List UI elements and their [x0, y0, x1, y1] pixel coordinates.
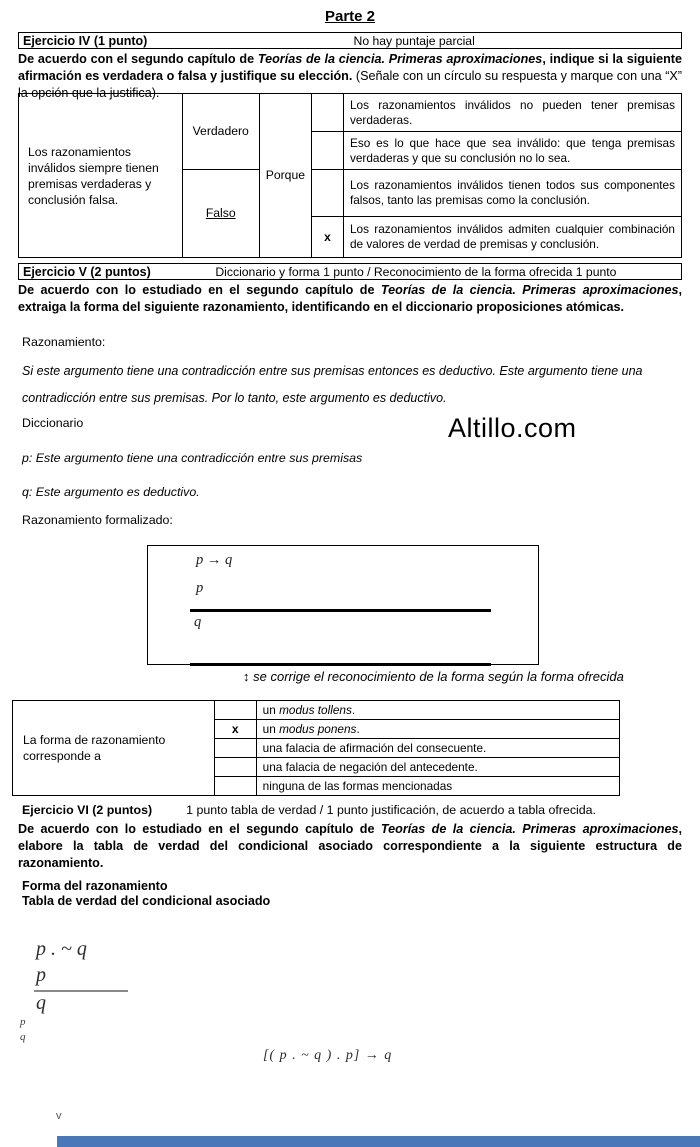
option-text-cell: ninguna de las formas mencionadas	[256, 777, 619, 796]
form-premise-2: p	[196, 580, 204, 596]
ex5-header-title: Ejercicio V (2 puntos)	[23, 264, 151, 279]
argument-text: Si este argumento tiene una contradicción entre sus premisas entonces es deductivo. Este argumento tiene una contradicción entre sus premisas. Por lo tanto, este argumento es deductivo.	[22, 364, 643, 405]
option-text: un	[262, 721, 280, 736]
form-conclusion: q	[194, 614, 202, 630]
var-q: q	[20, 1031, 26, 1043]
option-mark-cell	[312, 94, 344, 132]
var-p: p	[20, 1016, 26, 1028]
structure-premise-1: p . ~ q	[36, 938, 87, 960]
falso-cell: Falso	[182, 170, 259, 258]
option-text: un	[262, 702, 280, 717]
ex5-intro-book-title: Teorías de la ciencia. Primeras aproximaciones	[380, 283, 679, 297]
ex4-intro-p1: De acuerdo con el segundo capítulo de	[18, 52, 258, 66]
ex5-intro-p1: De acuerdo con lo estudiado en el segundo capítulo de	[18, 283, 381, 297]
correction-note-text: se corrige el reconocimiento de la forma según la forma ofrecida	[253, 669, 624, 684]
x-mark: x	[214, 720, 256, 739]
ex6-note: 1 punto tabla de verdad / 1 punto justificación, de acuerdo a tabla ofrecida.	[186, 803, 596, 817]
ex6-intro-p3: , elabore la tabla de verdad del condicional asociado correspondiente a la siguiente estructura de razonamiento.	[18, 822, 682, 870]
table-row	[19, 94, 682, 132]
updown-arrow-icon: ↕	[243, 669, 250, 684]
page-title: Parte 2	[324, 8, 376, 25]
table-row	[13, 701, 620, 720]
form-premise-1: p → q	[196, 552, 233, 568]
p-definition: p: Este argumento tiene una contradicción entre sus premisas	[22, 451, 363, 465]
ex4-header-note: No hay puntaje parcial	[353, 33, 475, 48]
ex6-intro-book-title: Teorías de la ciencia. Primeras aproximaciones	[380, 822, 679, 836]
option-text-cell	[256, 701, 619, 720]
statement-cell: Los razonamientos inválidos siempre tienen premisas verdaderas y conclusión falsa.	[19, 94, 183, 258]
option-mark-cell	[214, 701, 256, 720]
q-definition: q: Este argumento es deductivo.	[22, 485, 200, 499]
forma-razonamiento-label: Forma del razonamiento	[22, 879, 168, 893]
ex6-header	[22, 803, 596, 817]
altillo-watermark: Altillo.com	[448, 413, 577, 443]
bottom-thick-line	[190, 663, 491, 667]
option-text-post: .	[356, 721, 360, 736]
option-mark-cell	[312, 132, 344, 170]
tabla-verdad-label: Tabla de verdad del condicional asociado	[22, 894, 271, 908]
option-text-post: .	[351, 702, 356, 717]
forma-table	[12, 700, 620, 796]
option-text-cell: Los razonamientos inválidos tienen todos sus componentes falsos, tanto las premisas como la conclusión.	[343, 170, 681, 217]
option-text-cell: una falacia de negación del antecedente.	[256, 758, 619, 777]
ex4-header	[18, 32, 682, 49]
option-text-cell: Los razonamientos inválidos admiten cualquier combinación de valores de verdad de premisas y conclusión.	[343, 217, 681, 258]
option-text-italic: modus tollens	[279, 702, 352, 717]
ex6-intro-p1: De acuerdo con lo estudiado en el segundo capítulo de	[18, 822, 381, 836]
diccionario-label: Diccionario	[22, 416, 84, 430]
ex5-header-note: Diccionario y forma 1 punto / Reconocimiento de la forma ofrecida 1 punto	[215, 264, 617, 279]
correction-note	[243, 669, 624, 684]
structure-conclusion: q	[36, 992, 46, 1014]
ex5-header	[18, 263, 682, 280]
x-mark: x	[312, 217, 344, 258]
footer-highlight-bar	[57, 1136, 700, 1147]
ex4-header-title: Ejercicio IV (1 punto)	[23, 33, 148, 48]
ex6-title: Ejercicio VI (2 puntos)	[22, 803, 153, 817]
ex4-intro-book-title: Teorías de la ciencia. Primeras aproximaciones	[257, 52, 543, 66]
forma-left-cell: La forma de razonamiento corresponde a	[13, 701, 215, 796]
option-mark-cell	[214, 739, 256, 758]
option-text-cell: Eso es lo que hace que sea inválido: que tenga premisas verdaderas y que su conclusión no lo sea.	[343, 132, 681, 170]
option-text-cell	[256, 720, 619, 739]
ex6-intro	[18, 821, 682, 872]
structure-inference-line	[34, 990, 128, 992]
option-text-italic: modus ponens	[279, 721, 357, 736]
option-text-cell: Los razonamientos inválidos no pueden tener premisas verdaderas.	[343, 94, 681, 132]
ex4-table	[18, 93, 682, 258]
footnote-v: v	[56, 1110, 62, 1122]
razonamiento-label: Razonamiento:	[22, 335, 106, 349]
porque-cell: Porque	[259, 94, 311, 258]
structure-premise-2: p	[36, 964, 46, 986]
conditional-formula: [( p . ~ q ) . p] → q	[263, 1048, 393, 1063]
option-mark-cell	[312, 170, 344, 217]
ex5-intro	[18, 282, 682, 316]
ex4-intro-p4: (Señale con un círculo su respuesta y marque con una “X” la opción que la justifica).	[18, 69, 682, 100]
option-text-cell: una falacia de afirmación del consecuente.	[256, 739, 619, 758]
option-mark-cell	[214, 758, 256, 777]
inference-line	[190, 609, 491, 612]
verdadero-cell: Verdadero	[182, 94, 259, 170]
ex5-intro-p3: , extraiga la forma del siguiente razonamiento, identificando en el diccionario proposiciones atómicas.	[18, 283, 682, 314]
form-box	[147, 545, 539, 665]
formalizado-label: Razonamiento formalizado:	[22, 513, 173, 527]
ex4-intro-p3: , indique si la siguiente afirmación es verdadera o falsa y justifique su elección.	[18, 52, 682, 83]
option-mark-cell	[214, 777, 256, 796]
